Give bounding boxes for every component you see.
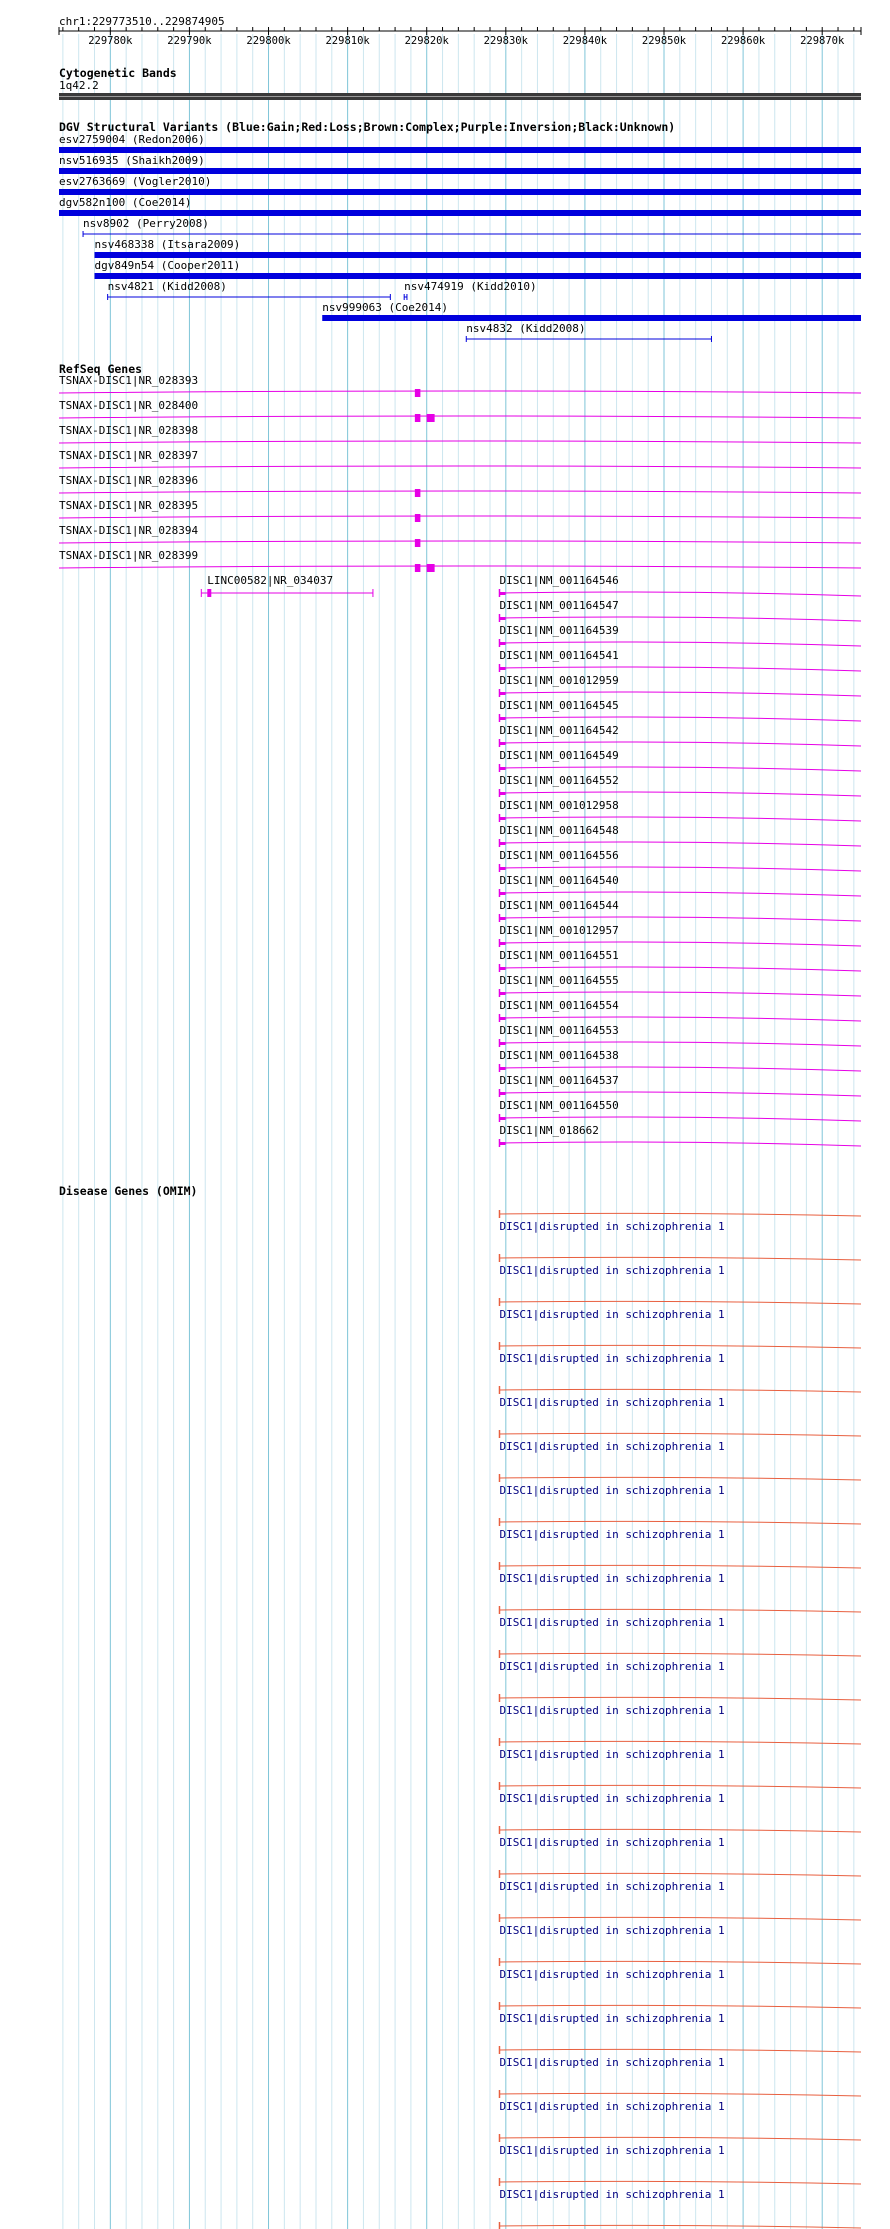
omim-gene-label: DISC1|disrupted in schizophrenia 1 <box>499 1308 725 1321</box>
dgv-variant-label: dgv582n100 (Coe2014) <box>59 196 192 209</box>
omim-gene-label: DISC1|disrupted in schizophrenia 1 <box>499 2056 725 2069</box>
ruler-tick-label: 229850k <box>641 35 687 47</box>
disc1-exon <box>499 942 505 945</box>
refseq-exon <box>415 564 421 572</box>
ruler-tick-label: 229790k <box>167 35 212 47</box>
disc1-transcript-label: DISC1|NM_001164549 <box>499 749 619 762</box>
disc1-transcript-label: DISC1|NM_001164538 <box>499 1049 619 1062</box>
omim-gene-label: DISC1|disrupted in schizophrenia 1 <box>499 1748 725 1761</box>
refseq-track <box>59 362 861 1147</box>
omim-gene-label: DISC1|disrupted in schizophrenia 1 <box>499 1968 725 1981</box>
disc1-exon <box>499 1017 505 1020</box>
refseq-transcript-label: TSNAX-DISC1|NR_028399 <box>59 549 199 562</box>
dgv-variant-label: nsv8902 (Perry2008) <box>83 217 209 230</box>
omim-gene-label: DISC1|disrupted in schizophrenia 1 <box>499 1616 725 1629</box>
coordinate-range: chr1:229773510..229874905 <box>59 15 225 28</box>
omim-gene-label: DISC1|disrupted in schizophrenia 1 <box>499 1880 725 1893</box>
omim-gene-label: DISC1|disrupted in schizophrenia 1 <box>499 2012 725 2025</box>
refseq-transcript-label: TSNAX-DISC1|NR_028393 <box>59 374 199 387</box>
refseq-transcript-intron <box>59 416 861 418</box>
disc1-transcript-label: DISC1|NM_001164552 <box>499 774 619 787</box>
refseq-transcript-label: TSNAX-DISC1|NR_028395 <box>59 499 199 512</box>
disc1-exon <box>499 917 505 920</box>
omim-gene-label: DISC1|disrupted in schizophrenia 1 <box>499 1924 725 1937</box>
linc-gene-label: LINC00582|NR_034037 <box>207 574 334 587</box>
dgv-variant-bar <box>95 252 861 258</box>
omim-gene-label: DISC1|disrupted in schizophrenia 1 <box>499 1660 725 1673</box>
refseq-transcript-label: TSNAX-DISC1|NR_028397 <box>59 449 199 462</box>
ruler-ticks <box>59 27 861 47</box>
omim-gene-label: DISC1|disrupted in schizophrenia 1 <box>499 2100 725 2113</box>
ruler-tick-label: 229820k <box>404 35 449 47</box>
omim-gene-label: DISC1|disrupted in schizophrenia 1 <box>499 1352 725 1365</box>
disc1-exon <box>499 1092 505 1095</box>
disc1-exon <box>499 642 505 645</box>
dgv-variant-label: dgv849n54 (Cooper2011) <box>94 259 241 272</box>
disc1-transcript-label: DISC1|NM_018662 <box>499 1124 599 1137</box>
disc1-exon <box>499 1042 505 1045</box>
disc1-exon <box>499 767 505 770</box>
disc1-transcript-label: DISC1|NM_001164541 <box>499 649 619 662</box>
dgv-variant-label: nsv999063 (Coe2014) <box>322 301 449 314</box>
dgv-variant-label: esv2759004 (Redon2006) <box>59 133 205 146</box>
ruler-tick-label: 229780k <box>88 35 133 47</box>
dgv-variant-bar <box>59 168 861 174</box>
ruler-tick-label: 229840k <box>562 35 608 47</box>
refseq-transcript-intron <box>59 516 861 518</box>
disc1-transcript-label: DISC1|NM_001164537 <box>499 1074 619 1087</box>
disc1-transcript-label: DISC1|NM_001164539 <box>499 624 619 637</box>
disc1-exon <box>499 817 505 820</box>
disc1-exon <box>499 967 505 970</box>
ruler-tick-label: 229800k <box>246 35 291 47</box>
dgv-variant-label: nsv516935 (Shaikh2009) <box>59 154 205 167</box>
refseq-exon <box>415 389 421 397</box>
disc1-transcript-label: DISC1|NM_001164555 <box>499 974 619 987</box>
omim-gene-label: DISC1|disrupted in schizophrenia 1 <box>499 1792 725 1805</box>
refseq-transcript-intron <box>59 391 861 393</box>
dgv-variant-label: nsv4832 (Kidd2008) <box>466 322 586 335</box>
disc1-transcript-label: DISC1|NM_001164546 <box>499 574 619 587</box>
omim-gene-label: DISC1|disrupted in schizophrenia 1 <box>499 1220 725 1233</box>
ruler-track <box>59 15 861 47</box>
refseq-transcript-intron <box>59 541 861 543</box>
dgv-variant-label: esv2763669 (Vogler2010) <box>59 175 212 188</box>
disc1-transcript-label: DISC1|NM_001164547 <box>499 599 619 612</box>
disc1-exon <box>499 842 505 845</box>
disc1-exon <box>499 742 505 745</box>
linc-gene-exon <box>207 589 211 597</box>
refseq-exon <box>415 539 421 547</box>
disc1-transcript-label: DISC1|NM_001164545 <box>499 699 619 712</box>
omim-track <box>59 1184 861 2229</box>
omim-gene-label: DISC1|disrupted in schizophrenia 1 <box>499 1484 725 1497</box>
ruler-tick-label: 229810k <box>325 35 370 47</box>
disc1-exon <box>499 617 505 620</box>
disc1-transcript-label: DISC1|NM_001012958 <box>499 799 619 812</box>
omim-gene-label: DISC1|disrupted in schizophrenia 1 <box>499 1836 725 1849</box>
refseq-transcript-label: TSNAX-DISC1|NR_028400 <box>59 399 199 412</box>
omim-gene-label: DISC1|disrupted in schizophrenia 1 <box>499 2144 725 2157</box>
refseq-transcript-intron <box>59 491 861 493</box>
disc1-transcript-label: DISC1|NM_001012959 <box>499 674 619 687</box>
disc1-exon <box>499 1067 505 1070</box>
refseq-exon <box>415 489 421 497</box>
disc1-exon <box>499 667 505 670</box>
disc1-exon <box>499 717 505 720</box>
cytoband-title: Cytogenetic Bands <box>59 66 177 80</box>
disc1-transcript-label: DISC1|NM_001164556 <box>499 849 619 862</box>
disc1-transcript-label: DISC1|NM_001164544 <box>499 899 619 912</box>
disc1-exon <box>499 1117 505 1120</box>
ruler-tick-label: 229870k <box>800 35 845 47</box>
dgv-variant-label: nsv4821 (Kidd2008) <box>107 280 227 293</box>
dgv-track <box>59 120 861 342</box>
disc1-exon <box>499 867 505 870</box>
disc1-transcript-label: DISC1|NM_001164550 <box>499 1099 619 1112</box>
dgv-variant-bar <box>59 147 861 153</box>
disc1-exon <box>499 792 505 795</box>
background-grid <box>63 34 854 2229</box>
refseq-exon <box>427 414 435 422</box>
disc1-transcript-label: DISC1|NM_001164540 <box>499 874 619 887</box>
dgv-variant-bar <box>59 210 861 216</box>
refseq-transcript-intron <box>59 441 861 443</box>
dgv-title: DGV Structural Variants (Blue:Gain;Red:Loss;Brown:Complex;Purple:Inversion;Black:Unknown) <box>59 120 676 134</box>
disc1-exon <box>499 692 505 695</box>
dgv-variant-bar <box>322 315 861 321</box>
disc1-transcript-label: DISC1|NM_001012957 <box>499 924 619 937</box>
disc1-transcript-label: DISC1|NM_001164554 <box>499 999 619 1012</box>
refseq-transcript-label: TSNAX-DISC1|NR_028394 <box>59 524 199 537</box>
refseq-transcript-intron <box>59 466 861 468</box>
refseq-transcript-intron <box>59 566 861 568</box>
ruler-tick-label: 229830k <box>483 35 528 47</box>
refseq-transcript-label: TSNAX-DISC1|NR_028396 <box>59 474 199 487</box>
omim-gene-label: DISC1|disrupted in schizophrenia 1 <box>499 1704 725 1717</box>
refseq-title: RefSeq Genes <box>59 362 143 376</box>
dgv-variant-bar <box>95 273 861 279</box>
omim-gene-label: DISC1|disrupted in schizophrenia 1 <box>499 1440 725 1453</box>
omim-gene-label: DISC1|disrupted in schizophrenia 1 <box>499 1396 725 1409</box>
disc1-exon <box>499 592 505 595</box>
dgv-variant-label: nsv474919 (Kidd2010) <box>404 280 537 293</box>
disc1-transcript-label: DISC1|NM_001164542 <box>499 724 619 737</box>
disc1-transcript-label: DISC1|NM_001164553 <box>499 1024 619 1037</box>
omim-gene-label: DISC1|disrupted in schizophrenia 1 <box>499 1572 725 1585</box>
disc1-transcript-label: DISC1|NM_001164551 <box>499 949 619 962</box>
refseq-exon <box>427 564 435 572</box>
disc1-exon <box>499 1142 505 1145</box>
ruler-tick-label: 229860k <box>720 35 766 47</box>
refseq-transcript-label: TSNAX-DISC1|NR_028398 <box>59 424 199 437</box>
cytoband-track <box>59 66 861 100</box>
refseq-exon <box>415 514 421 522</box>
disc1-exon <box>499 992 505 995</box>
refseq-exon <box>415 414 421 422</box>
dgv-variant-label: nsv468338 (Itsara2009) <box>94 238 241 251</box>
omim-title: Disease Genes (OMIM) <box>59 1184 198 1198</box>
disc1-exon <box>499 892 505 895</box>
dgv-variant-bar <box>59 189 861 195</box>
disc1-transcript-label: DISC1|NM_001164548 <box>499 824 619 837</box>
cytoband-label: 1q42.2 <box>59 79 99 92</box>
omim-gene-label: DISC1|disrupted in schizophrenia 1 <box>499 1264 725 1277</box>
omim-gene-label: DISC1|disrupted in schizophrenia 1 <box>499 2188 725 2201</box>
omim-gene-label: DISC1|disrupted in schizophrenia 1 <box>499 1528 725 1541</box>
